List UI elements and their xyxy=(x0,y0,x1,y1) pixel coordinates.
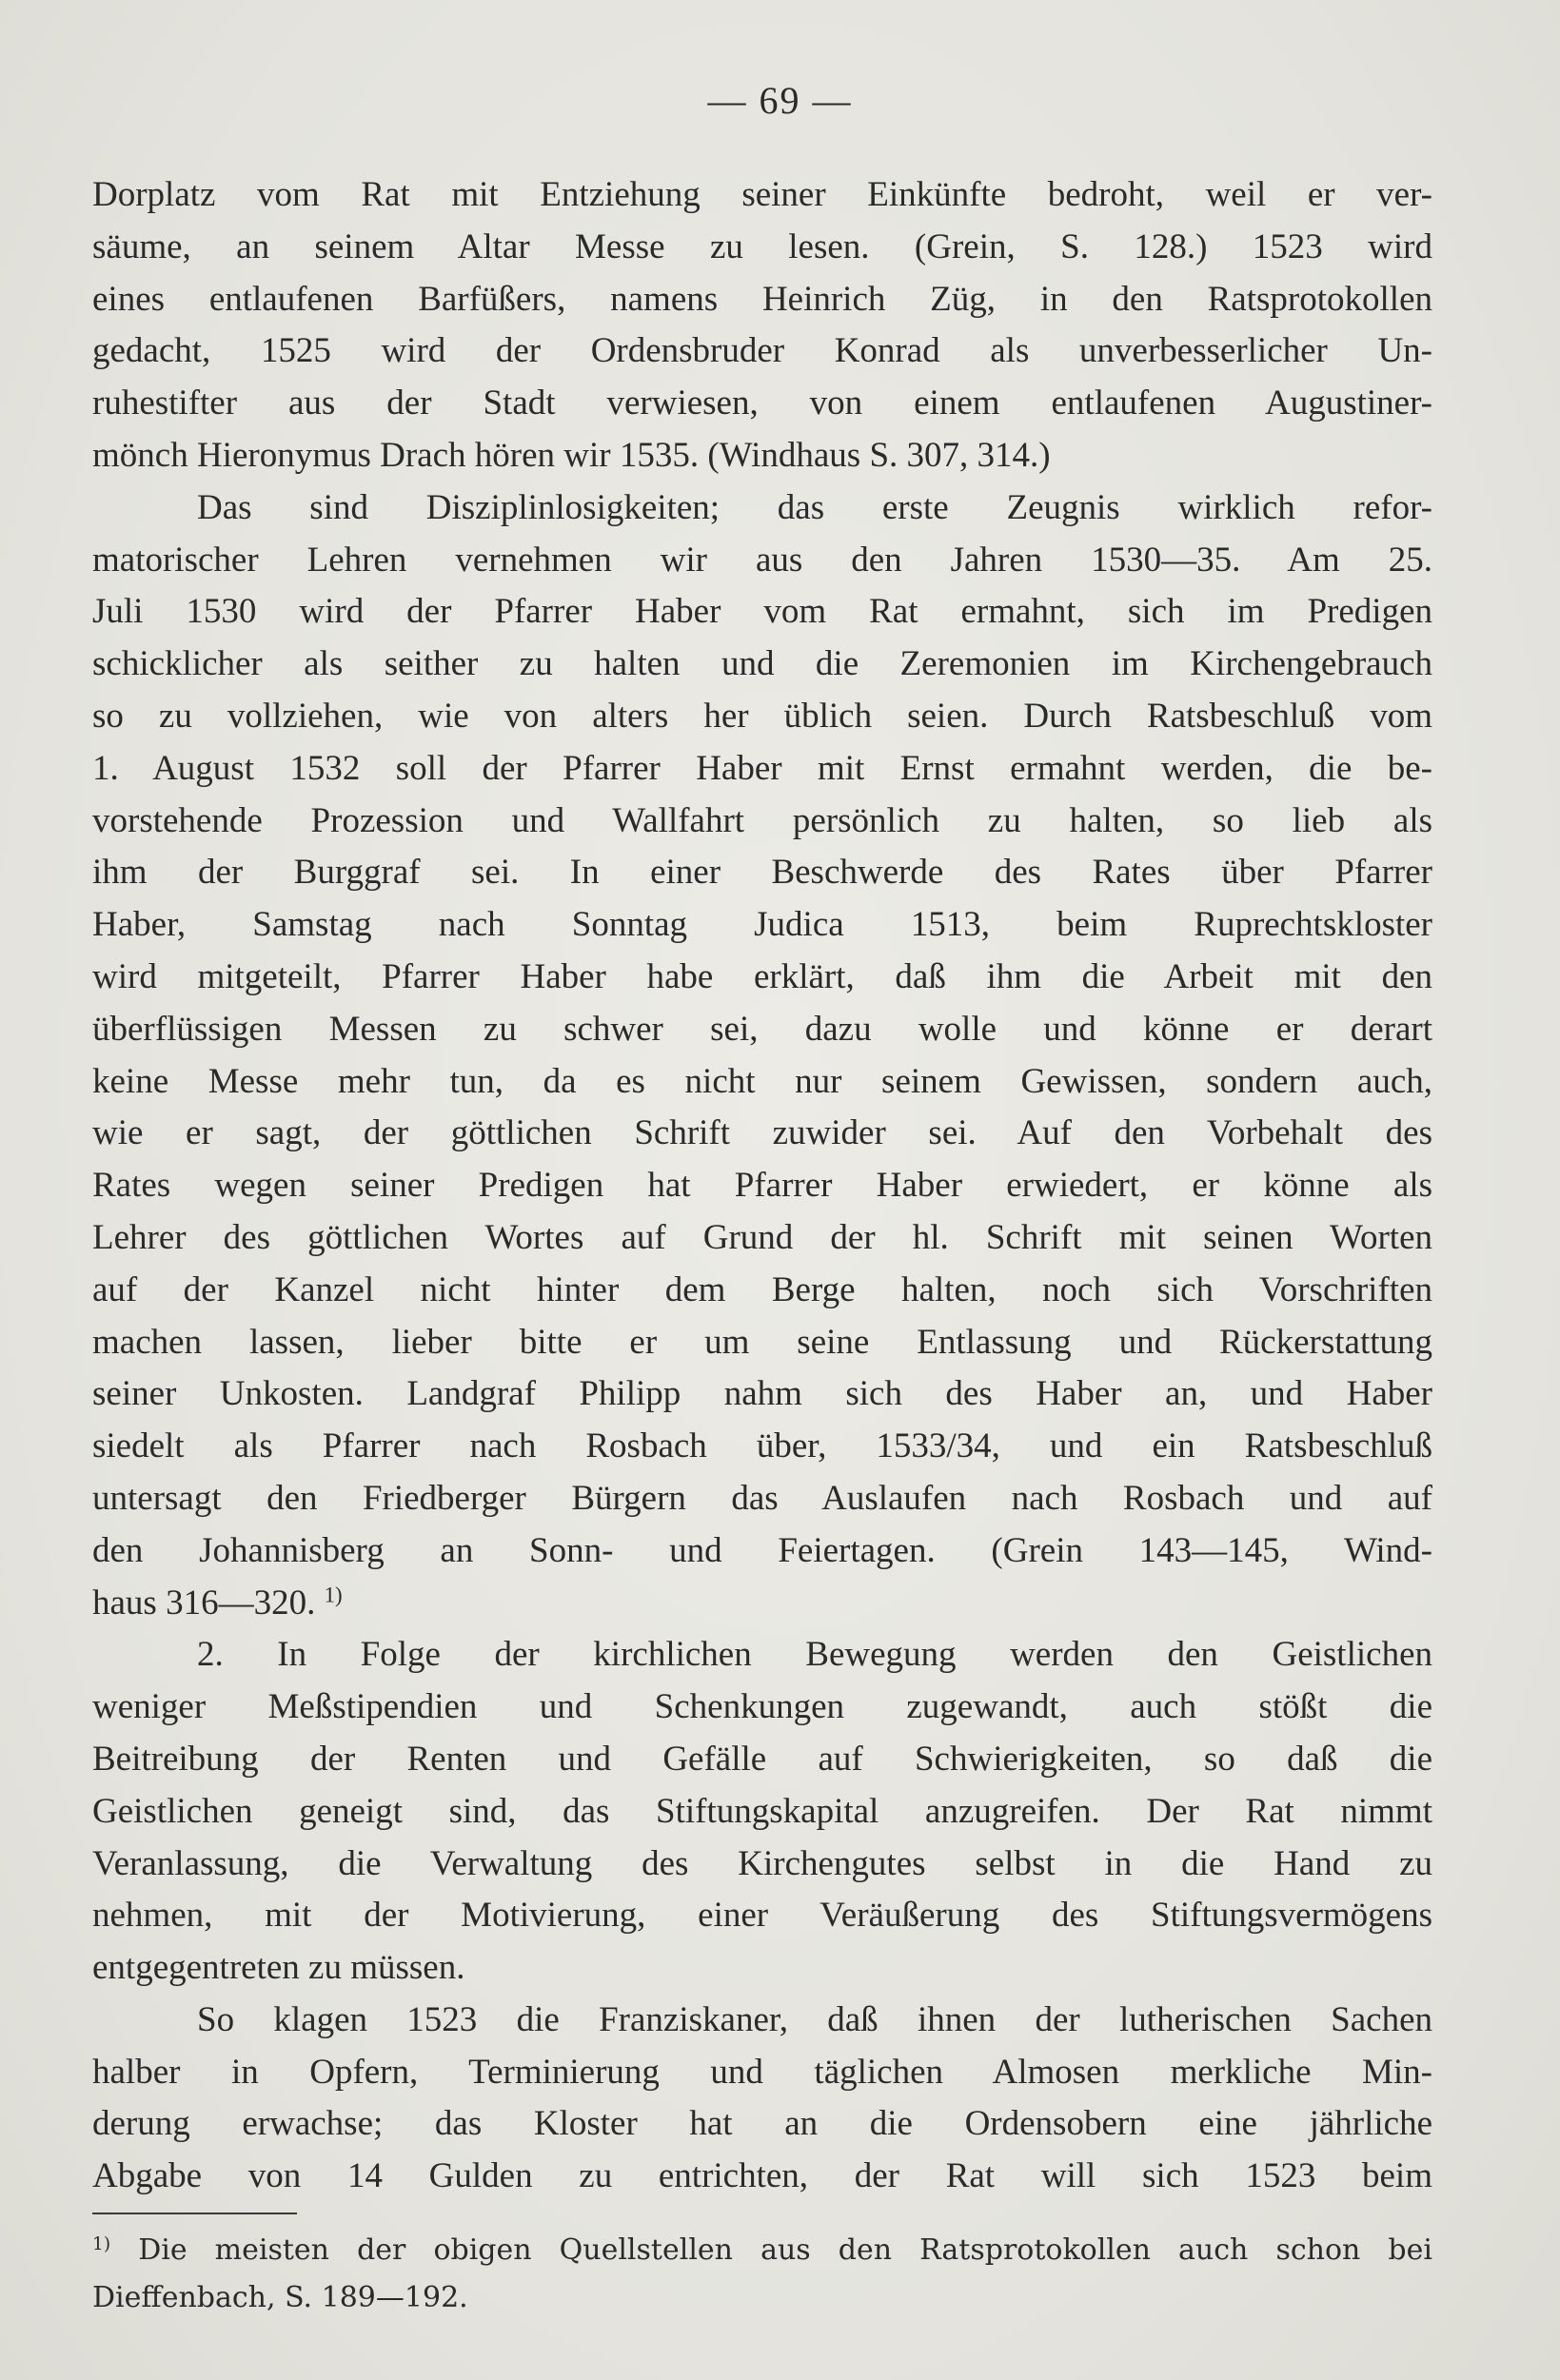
text-line: mönch Hieronymus Drach hören wir 1535. (Windhaus S. 307, 314.) xyxy=(92,435,1051,475)
text-line: Lehrer des göttlichen Wortes auf Grund der hl. Schrift mit seinen Worten xyxy=(92,1217,1432,1257)
text-line: säume, an seinem Altar Messe zu lesen. (Grein, S. 128.) 1523 wird xyxy=(92,226,1432,266)
text-line: vorstehende Prozession und Wallfahrt persönlich zu halten, so lieb als xyxy=(92,800,1432,840)
text-line: seiner Unkosten. Landgraf Philipp nahm sich des Haber an, und Haber xyxy=(92,1374,1432,1414)
text-line-content: haus 316—320. xyxy=(92,1583,316,1623)
text-line: ihm der Burggraf sei. In einer Beschwerde des Rates über Pfarrer xyxy=(92,853,1432,893)
footnote xyxy=(92,2227,1432,2322)
text-line: siedelt als Pfarrer nach Rosbach über, 1533/34, und ein Ratsbeschluß xyxy=(92,1426,1432,1466)
text-line: machen lassen, lieber bitte er um seine Entlassung und Rückerstattung xyxy=(92,1322,1432,1362)
text-line: 1. August 1532 soll der Pfarrer Haber mit Ernst ermahnt werden, die be- xyxy=(92,748,1432,788)
text-line: 2. In Folge der kirchlichen Bewegung werden den Geistlichen xyxy=(197,1635,1432,1675)
footnote-reference[interactable]: 1) xyxy=(324,1582,343,1606)
text-line: Dorplatz vom Rat mit Entziehung seiner Einkünfte bedroht, weil er ver- xyxy=(92,175,1432,214)
text-line: Haber, Samstag nach Sonntag Judica 1513, beim Ruprechtskloster xyxy=(92,905,1432,945)
text-line: ruhestifter aus der Stadt verwiesen, von einem entlaufenen Augustiner- xyxy=(92,384,1432,423)
page-number: — 69 — xyxy=(707,79,853,122)
text-line: so zu vollziehen, wie von alters her üblich seien. Durch Ratsbeschluß vom xyxy=(92,696,1432,736)
text-line: weniger Meßstipendien und Schenkungen zugewandt, auch stößt die xyxy=(92,1687,1432,1727)
footnote-mark: 1) xyxy=(92,2233,111,2254)
text-line: Abgabe von 14 Gulden zu entrichten, der Rat will sich 1523 beim xyxy=(92,2156,1432,2196)
footnote-divider xyxy=(92,2213,297,2214)
footnote-line: Dieffenbach, S. 189—192. xyxy=(92,2281,468,2314)
text-line: derung erwachse; das Kloster hat an die Ordensobern eine jährliche xyxy=(92,2104,1432,2144)
text-line: Das sind Disziplinlosigkeiten; das erste Zeugnis wirklich refor- xyxy=(197,487,1432,527)
text-line: nehmen, mit der Motivierung, einer Veräußerung des Stiftungsvermögens xyxy=(92,1896,1432,1936)
text-line: Rates wegen seiner Predigen hat Pfarrer Haber erwiedert, er könne als xyxy=(92,1166,1432,1206)
text-line: wird mitgeteilt, Pfarrer Haber habe erklärt, daß ihm die Arbeit mit den xyxy=(92,956,1432,996)
text-line: den Johannisberg an Sonn- und Feiertagen. (Grein 143—145, Wind- xyxy=(92,1530,1432,1570)
text-line: wie er sagt, der göttlichen Schrift zuwider sei. Auf den Vorbehalt des xyxy=(92,1113,1432,1153)
text-line xyxy=(92,1578,1432,1630)
main-text xyxy=(92,169,1432,2203)
text-line: keine Messe mehr tun, da es nicht nur seinem Gewissen, sondern auch, xyxy=(92,1061,1432,1101)
text-line: halber in Opfern, Terminierung und täglichen Almosen merkliche Min- xyxy=(92,2052,1432,2092)
text-line: gedacht, 1525 wird der Ordensbruder Konrad als unverbesserlicher Un- xyxy=(92,331,1432,371)
text-line: Juli 1530 wird der Pfarrer Haber vom Rat ermahnt, sich im Predigen xyxy=(92,592,1432,632)
text-line: überflüssigen Messen zu schwer sei, dazu wolle und könne er derart xyxy=(92,1009,1432,1049)
text-line: Beitreibung der Renten und Gefälle auf Schwierigkeiten, so daß die xyxy=(92,1739,1432,1779)
text-line: matorischer Lehren vernehmen wir aus den Jahren 1530—35. Am 25. xyxy=(92,540,1432,580)
text-line: eines entlaufenen Barfüßers, namens Heinrich Züg, in den Ratsprotokollen xyxy=(92,279,1432,319)
text-line: untersagt den Friedberger Bürgern das Auslaufen nach Rosbach und auf xyxy=(92,1478,1432,1518)
text-line: Veranlassung, die Verwaltung des Kirchengutes selbst in die Hand zu xyxy=(92,1843,1432,1883)
text-line: entgegentreten zu müssen. xyxy=(92,1948,465,1988)
text-line: auf der Kanzel nicht hinter dem Berge halten, noch sich Vorschriften xyxy=(92,1269,1432,1309)
text-line: So klagen 1523 die Franziskaner, daß ihnen der lutherischen Sachen xyxy=(197,1999,1432,2039)
footnote-line xyxy=(92,2227,1432,2274)
text-line: Geistlichen geneigt sind, das Stiftungskapital anzugreifen. Der Rat nimmt xyxy=(92,1791,1432,1831)
footnote-text: Die meisten der obigen Quellstellen aus den Ratsprotokollen auch schon bei xyxy=(138,2233,1432,2267)
text-line: schicklicher als seither zu halten und die Zeremonien im Kirchengebrauch xyxy=(92,644,1432,684)
